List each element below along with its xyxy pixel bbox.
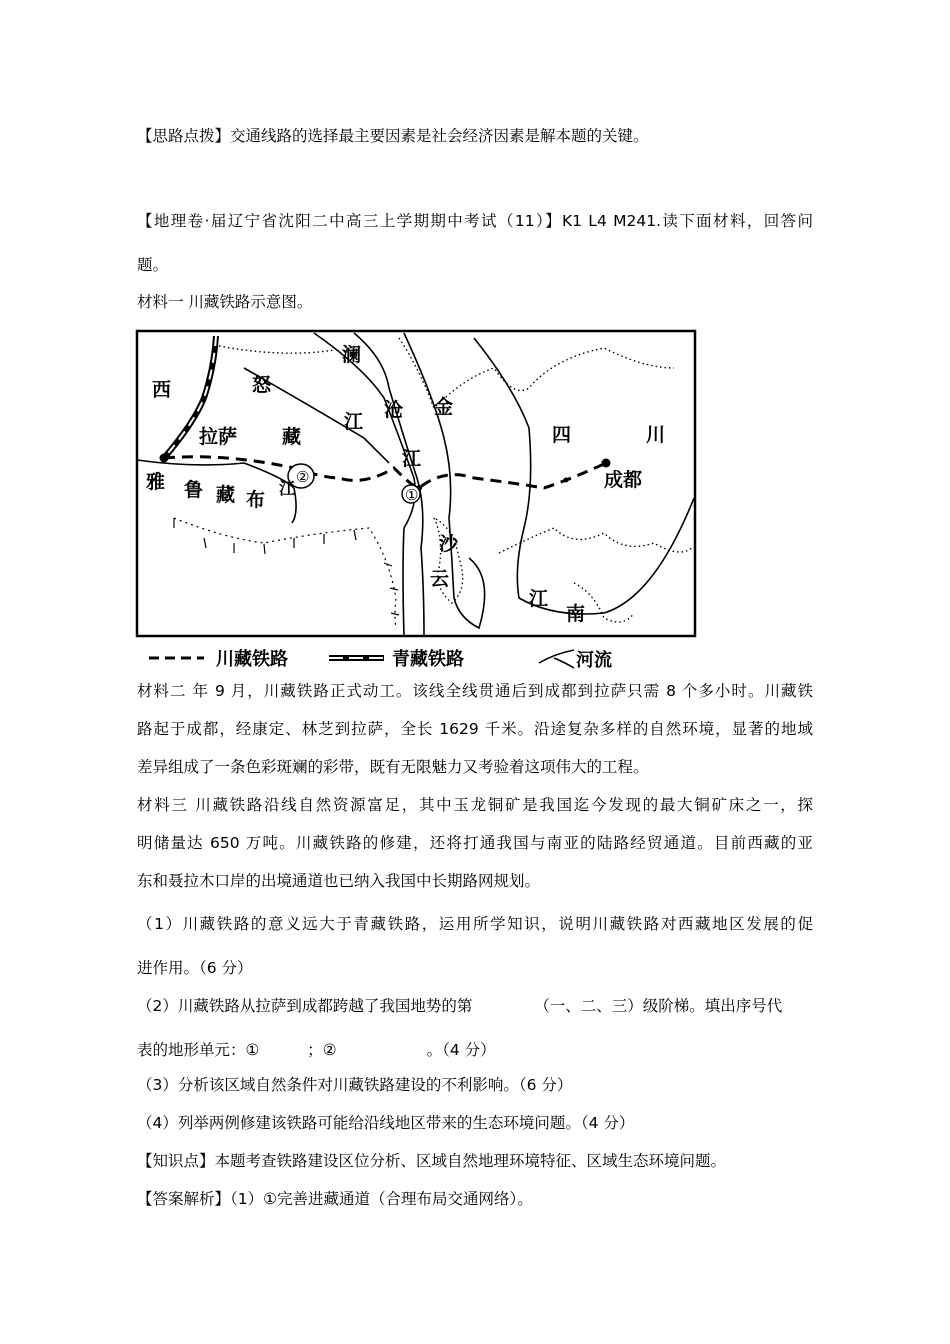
label-lan: 澜	[342, 344, 362, 366]
answer-analysis: 【答案解析】（1）①完善进藏通道（合理布局交通网络）。	[137, 1190, 533, 1208]
material-2-line-1: 材料二 年 9 月，川藏铁路正式动工。该线全线贯通后到成都到拉萨只需 8 个多小时。川藏铁	[137, 682, 813, 700]
label-bu: 布	[246, 489, 266, 511]
label-si: 四	[552, 424, 572, 446]
question-2-line-1	[137, 995, 813, 1017]
legend-chuanzang: 川藏铁路	[216, 649, 288, 670]
label-sha: 沙	[439, 533, 459, 555]
label-jiang-1: 江	[344, 411, 364, 433]
question-header-line-2: 题。	[137, 256, 169, 274]
lasa-dot	[160, 454, 169, 463]
question-2-text-b: （一、二、三）级阶梯。填出序号代	[534, 997, 783, 1015]
sichuan-tibet-railway-map	[134, 328, 698, 672]
label-yun: 云	[430, 568, 450, 590]
material-3-line-3: 东和聂拉木口岸的出境通道也已纳入我国中长期路网规划。	[137, 872, 541, 890]
marker-1: ①	[405, 486, 419, 504]
chengdu-dot	[602, 459, 611, 468]
question-3: （3）分析该区域自然条件对川藏铁路建设的不利影响。（6 分）	[137, 1076, 573, 1094]
question-header-line-1: 【地理卷·届辽宁省沈阳二中高三上学期期中考试（11）】K1 L4 M241.读下面材料，回答问	[137, 212, 813, 230]
knowledge-point: 【知识点】本题考查铁路建设区位分析、区域自然地理环境特征、区域生态环境问题。	[137, 1152, 727, 1170]
label-chuan: 川	[646, 424, 666, 446]
label-lu: 鲁	[184, 479, 204, 501]
material-1-caption: 材料一 川藏铁路示意图。	[137, 293, 313, 311]
label-jiang-4: 江	[529, 588, 549, 610]
label-nan: 南	[566, 603, 586, 625]
map-legend	[149, 648, 612, 671]
legend-river-swatch	[539, 650, 574, 668]
question-1-line-2: 进作用。（6 分）	[137, 959, 253, 977]
question-2-text-d: ；②	[307, 1041, 337, 1059]
label-jiang-2: 江	[402, 448, 422, 470]
label-xi: 西	[152, 379, 172, 401]
question-2-text-e: 。（4 分）	[426, 1041, 496, 1059]
station-dot	[564, 478, 569, 483]
question-1-line-1: （1）川藏铁路的意义远大于青藏铁路，运用所学知识，说明川藏铁路对西藏地区发展的促	[137, 915, 813, 933]
label-jiang-3: 江	[279, 479, 296, 498]
material-3-line-1: 材料三 川藏铁路沿线自然资源富足，其中玉龙铜矿是我国迄今发现的最大铜矿床之一，探	[137, 796, 813, 814]
label-lasa: 拉萨	[199, 426, 238, 448]
question-4: （4）列举两例修建该铁路可能给沿线地区带来的生态环境问题。（4 分）	[137, 1114, 635, 1132]
question-2-text-a: （2）川藏铁路从拉萨到成都跨越了我国地势的第	[137, 997, 473, 1015]
material-3-line-2: 明储量达 650 万吨。川藏铁路的修建，还将打通我国与南亚的陆路经贸通道。目前西藏的亚	[137, 834, 813, 852]
label-cang: 沧	[384, 399, 404, 421]
material-2-line-3: 差异组成了一条色彩斑斓的彩带，既有无限魅力又考验着这项伟大的工程。	[137, 758, 649, 776]
question-2-text-c: 表的地形单元：①	[137, 1041, 260, 1059]
material-2-line-2: 路起于成都，经康定、林芝到拉萨，全长 1629 千米。沿途复杂多样的自然环境，显著的地域	[137, 720, 813, 738]
label-nu: 怒	[252, 374, 272, 396]
legend-qingzang: 青藏铁路	[392, 649, 464, 670]
question-2-line-2	[137, 1039, 813, 1061]
label-ya: 雅	[146, 471, 166, 493]
legend-river: 河流	[576, 650, 612, 671]
tip-line: 【思路点拨】交通线路的选择最主要因素是社会经济因素是解本题的关键。	[137, 127, 649, 145]
label-zang-2: 藏	[216, 484, 236, 506]
label-zang: 藏	[282, 426, 302, 448]
label-jin: 金	[434, 396, 454, 418]
marker-2: ②	[296, 468, 310, 486]
label-chengdu: 成都	[604, 469, 643, 491]
